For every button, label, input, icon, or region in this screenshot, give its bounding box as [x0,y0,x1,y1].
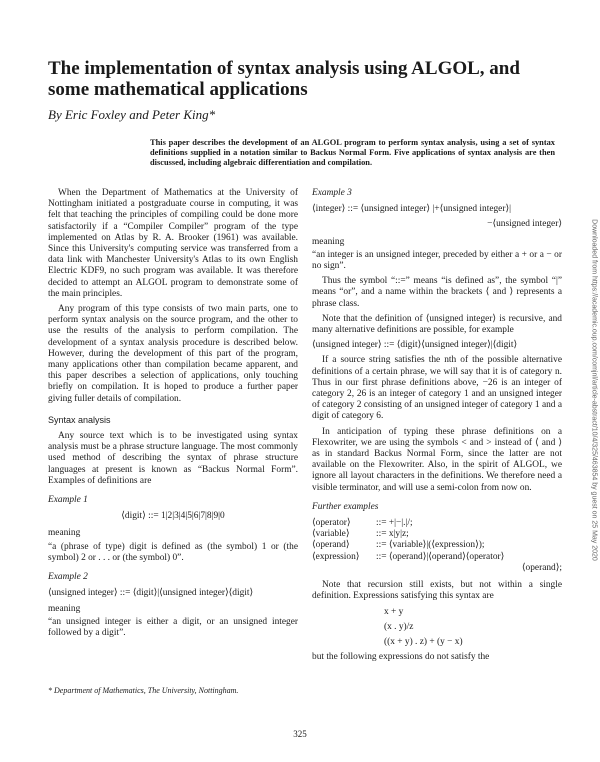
paper-title: The implementation of syntax analysis using ALGOL, and some mathematical applications [48,58,520,100]
right-paragraph-6: but the following expressions do not satisfy the [312,652,490,663]
example-1-heading: Example 1 [48,495,88,506]
example-2-heading: Example 2 [48,572,88,583]
further-examples-heading: Further examples [312,501,379,512]
page-number: 325 [293,729,307,739]
section-heading-syntax-analysis: Syntax analysis [48,414,111,425]
further-example-rhs: ::= ⟨operand⟩|⟨operand⟩⟨operator⟩ [376,551,505,562]
left-paragraph-2: Any program of this type consists of two main parts, one to perform syntax analysis on the source program, and the other to use the results of the analysis to perform compilation. The development of a syntax analysis procedure is described below. However, during the development of this part of the program, many applications other than compilation became apparent, and this paper describes a selection of applications, only touching briefly on compilation. It is hoped to produce a further paper giving fuller details of compilation. [48,304,298,404]
footnote: * Department of Mathematics, The University, Nottingham. [48,686,239,695]
example-2-meaning-label: meaning [48,603,81,614]
further-example-rhs: ::= x|y|z; [376,529,409,540]
download-notice-sidebar [588,190,600,590]
example-3-heading: Example 3 [312,188,352,198]
right-column [312,188,562,667]
further-example-row [312,529,562,540]
download-notice: Downloaded from https://academic.oup.com/comjnl/article-abstract/10/4/325/463854 by guest on 25 May 2020 [590,219,598,561]
example-2-meaning: “an unsigned integer is either a digit, or an unsigned integer followed by a digit”. [48,616,298,638]
further-example-continuation: ⟨operand⟩; [521,562,562,573]
further-example-lhs: ⟨operator⟩ [312,518,351,529]
paper-abstract: This paper describes the development of an ALGOL program to perform syntax analysis, using a set of syntax definitions supplied in a notation similar to Backus Normal Form. Five applications of syntax analysis are then discussed, including algebraic differentiation and compilation. [150,138,555,167]
example-3-rule-a: ⟨integer⟩ ::= ⟨unsigned integer⟩ |+⟨unsigned integer⟩| [312,204,511,215]
math-expression: (x . y)/z [384,621,414,632]
paper-authors: By Eric Foxley and Peter King* [48,107,216,122]
right-paragraph-2: Note that the definition of ⟨unsigned integer⟩ is recursive, and many alternative definitions are possible, for example [312,313,562,336]
further-example-lhs: ⟨operand⟩ [312,540,350,551]
example-1-rule: ⟨digit⟩ ::= 1|2|3|4|5|6|7|8|9|0 [121,511,225,522]
math-expression: ((x + y) . z) + (y − x) [384,636,463,647]
right-paragraph-3: If a source string satisfies the nth of the possible alternative definitions of a certain phrase, we will say that it is of category n. Thus in our first phrase definitions above, −26 is an integer of category 2, 26 is an integer of category 1 and an unsigned integer of category 2 consisting of an unsigned integer of category 1 and a digit of category 6. [312,355,562,422]
example-3-meaning: “an integer is an unsigned integer, preceded by either a + or a − or no sign”. [312,249,562,272]
further-example-lhs: ⟨variable⟩ [312,529,350,540]
further-example-row [312,552,562,563]
example-1-meaning: “a (phrase of type) digit is defined as (the symbol) 1 or (the symbol) 2 or . . . or (the symbol) 0”. [48,541,298,563]
further-example-rhs: ::= +|−|.|/; [376,518,413,529]
example-3-rule-b: −⟨unsigned integer⟩ [487,219,562,230]
left-column [48,188,298,643]
right-paragraph-5: Note that recursion still exists, but not within a single definition. Expressions satisfying this syntax are [312,580,562,602]
example-3-meaning-label: meaning [312,236,345,247]
left-paragraph-1: When the Department of Mathematics at the University of Nottingham initiated a postgraduate course in computing, it was felt that teaching the principles of compiling could be done more satisfactorily if a “Compiler Compiler” program of the type implemented on Atlas by R. A. Brooker (1961) was available. Since this University's computing service was transferred from a data link with Manchester University's Atlas to its own English Electric KDF9, no such program was available. It was therefore decided to attempt an ALGOL program to demonstrate some of the main principles. [48,188,298,299]
further-example-lhs: ⟨expression⟩ [312,551,360,562]
alternative-rule: ⟨unsigned integer⟩ ::= ⟨digit⟩⟨unsigned integer⟩|⟨digit⟩ [312,340,518,351]
further-example-row [312,540,562,551]
left-paragraph-3: Any source text which is to be investigated using syntax analysis must be a phrase structure language. The most commonly used method of describing the syntax of phrase structure languages at present is known as “Backus Normal Form”. Examples of definitions are [48,431,298,486]
further-example-rhs: ::= ⟨variable⟩|(⟨expression⟩); [376,540,485,551]
math-expression: x + y [384,606,404,617]
right-paragraph-1: Thus the symbol “::=” means “is defined as”, the symbol “|” means “or”, and a name within the brackets ⟨ and ⟩ represents a phrase class. [312,276,562,309]
right-paragraph-4: In anticipation of typing these phrase definitions on a Flexowriter, we are using the symbols < and > instead of ⟨ and ⟩ as in standard Backus Normal Form, since the latter are not available on the Flexowriter. Also, in the spirit of ALGOL, we ignore all layout characters in the definitions. We therefore need a visible terminator, and will use a semi-colon from now on. [312,426,562,493]
example-2-rule: ⟨unsigned integer⟩ ::= ⟨digit⟩|⟨unsigned integer⟩⟨digit⟩ [48,588,254,599]
example-1-meaning-label: meaning [48,528,81,539]
further-example-row [312,518,562,529]
